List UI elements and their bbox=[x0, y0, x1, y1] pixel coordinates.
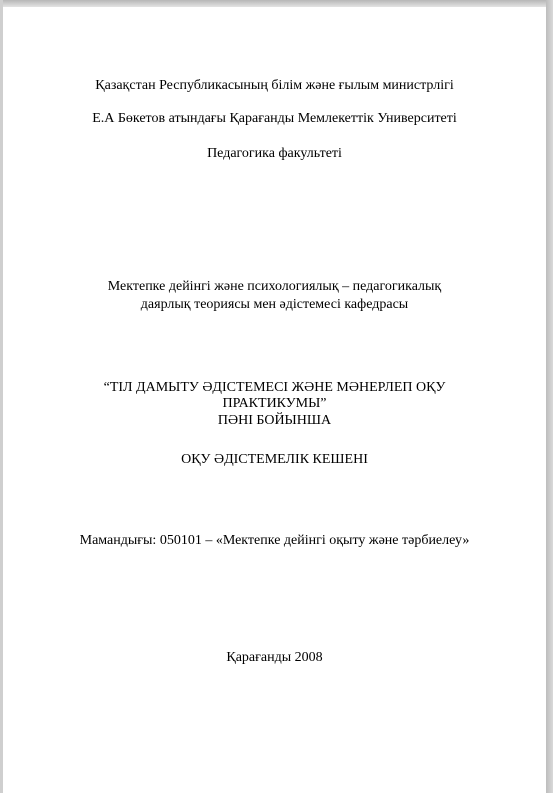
university-name: Е.А Бөкетов атындағы Қарағанды Мемлекеттік Университеті bbox=[92, 111, 457, 126]
course-title-line-1: “ТІЛ ДАМЫТУ ӘДІСТЕМЕСІ ЖӘНЕ МӘНЕРЛЕП ОҚУ bbox=[103, 380, 446, 395]
course-subject-suffix: ПӘНІ БОЙЫНША bbox=[217, 413, 332, 428]
city-year: Қарағанды 2008 bbox=[226, 650, 323, 665]
complex-title: ОҚУ ӘДІСТЕМЕЛІК КЕШЕНІ bbox=[181, 452, 368, 467]
department-line-2: даярлық теориясы мен әдістемесі кафедрасы bbox=[140, 297, 409, 312]
ministry-name: Қазақстан Республикасының білім және ғылым министрлігі bbox=[95, 78, 454, 93]
document-page bbox=[4, 7, 545, 793]
viewer-top-edge bbox=[0, 0, 553, 7]
viewer-scrollbar[interactable] bbox=[546, 0, 553, 793]
specialty-line: Мамандығы: 050101 – «Мектепке дейінгі оқыту және тәрбиелеу» bbox=[79, 533, 470, 548]
department-line-1: Мектепке дейінгі және психологиялық – педагогикалық bbox=[107, 279, 442, 294]
course-title-line-2: ПРАКТИКУМЫ” bbox=[222, 396, 327, 411]
viewer-left-edge bbox=[0, 0, 3, 793]
faculty-name: Педагогика факультеті bbox=[207, 146, 342, 161]
